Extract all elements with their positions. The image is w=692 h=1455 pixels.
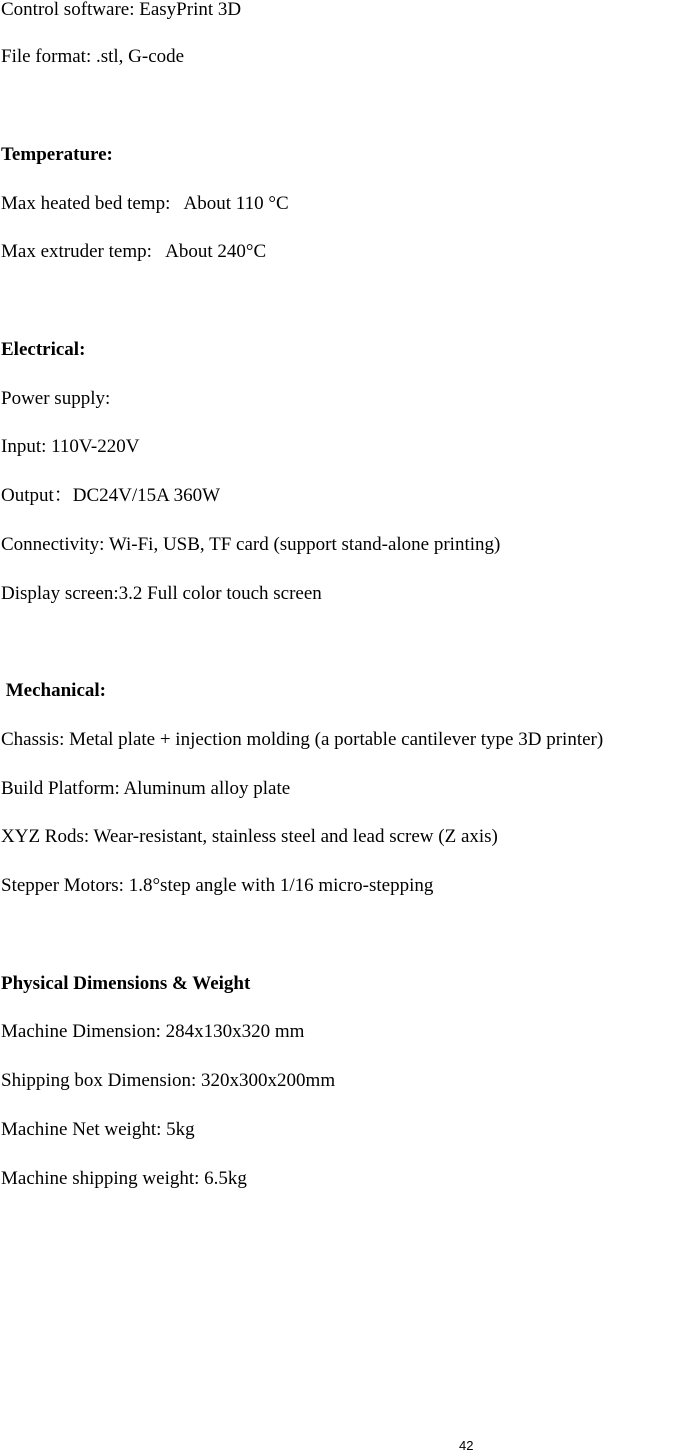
file-format-line: File format: .stl, G-code xyxy=(1,46,185,67)
platform-line: Build Platform: Aluminum alloy plate xyxy=(1,778,291,799)
display-line: Display screen:3.2 Full color touch screen xyxy=(1,583,322,604)
temperature-heading: Temperature: xyxy=(1,144,113,165)
motors-line: Stepper Motors: 1.8°step angle with 1/16 micro-stepping xyxy=(1,875,434,896)
shipping-weight-line: Machine shipping weight: 6.5kg xyxy=(1,1168,247,1189)
electrical-heading: Electrical: xyxy=(1,339,86,360)
control-software-line: Control software: EasyPrint 3D xyxy=(1,0,242,20)
output-line: Output：DC24V/15A 360W xyxy=(1,485,221,506)
mechanical-heading: Mechanical: xyxy=(1,680,107,701)
page-number: 42 xyxy=(459,1438,474,1453)
bed-temp-line: Max heated bed temp: About 110 °C xyxy=(1,193,289,214)
input-line: Input: 110V-220V xyxy=(1,436,140,457)
machine-dimension-line: Machine Dimension: 284x130x320 mm xyxy=(1,1021,305,1042)
physical-heading: Physical Dimensions & Weight xyxy=(1,973,251,994)
rods-line: XYZ Rods: Wear-resistant, stainless steel and lead screw (Z axis) xyxy=(1,826,498,847)
extruder-temp-line: Max extruder temp: About 240°C xyxy=(1,241,267,262)
chassis-line: Chassis: Metal plate + injection molding (a portable cantilever type 3D printer) xyxy=(1,729,604,750)
net-weight-line: Machine Net weight: 5kg xyxy=(1,1119,195,1140)
box-dimension-line: Shipping box Dimension: 320x300x200mm xyxy=(1,1070,336,1091)
power-supply-line: Power supply: xyxy=(1,388,111,409)
connectivity-line: Connectivity: Wi-Fi, USB, TF card (support stand-alone printing) xyxy=(1,534,501,555)
